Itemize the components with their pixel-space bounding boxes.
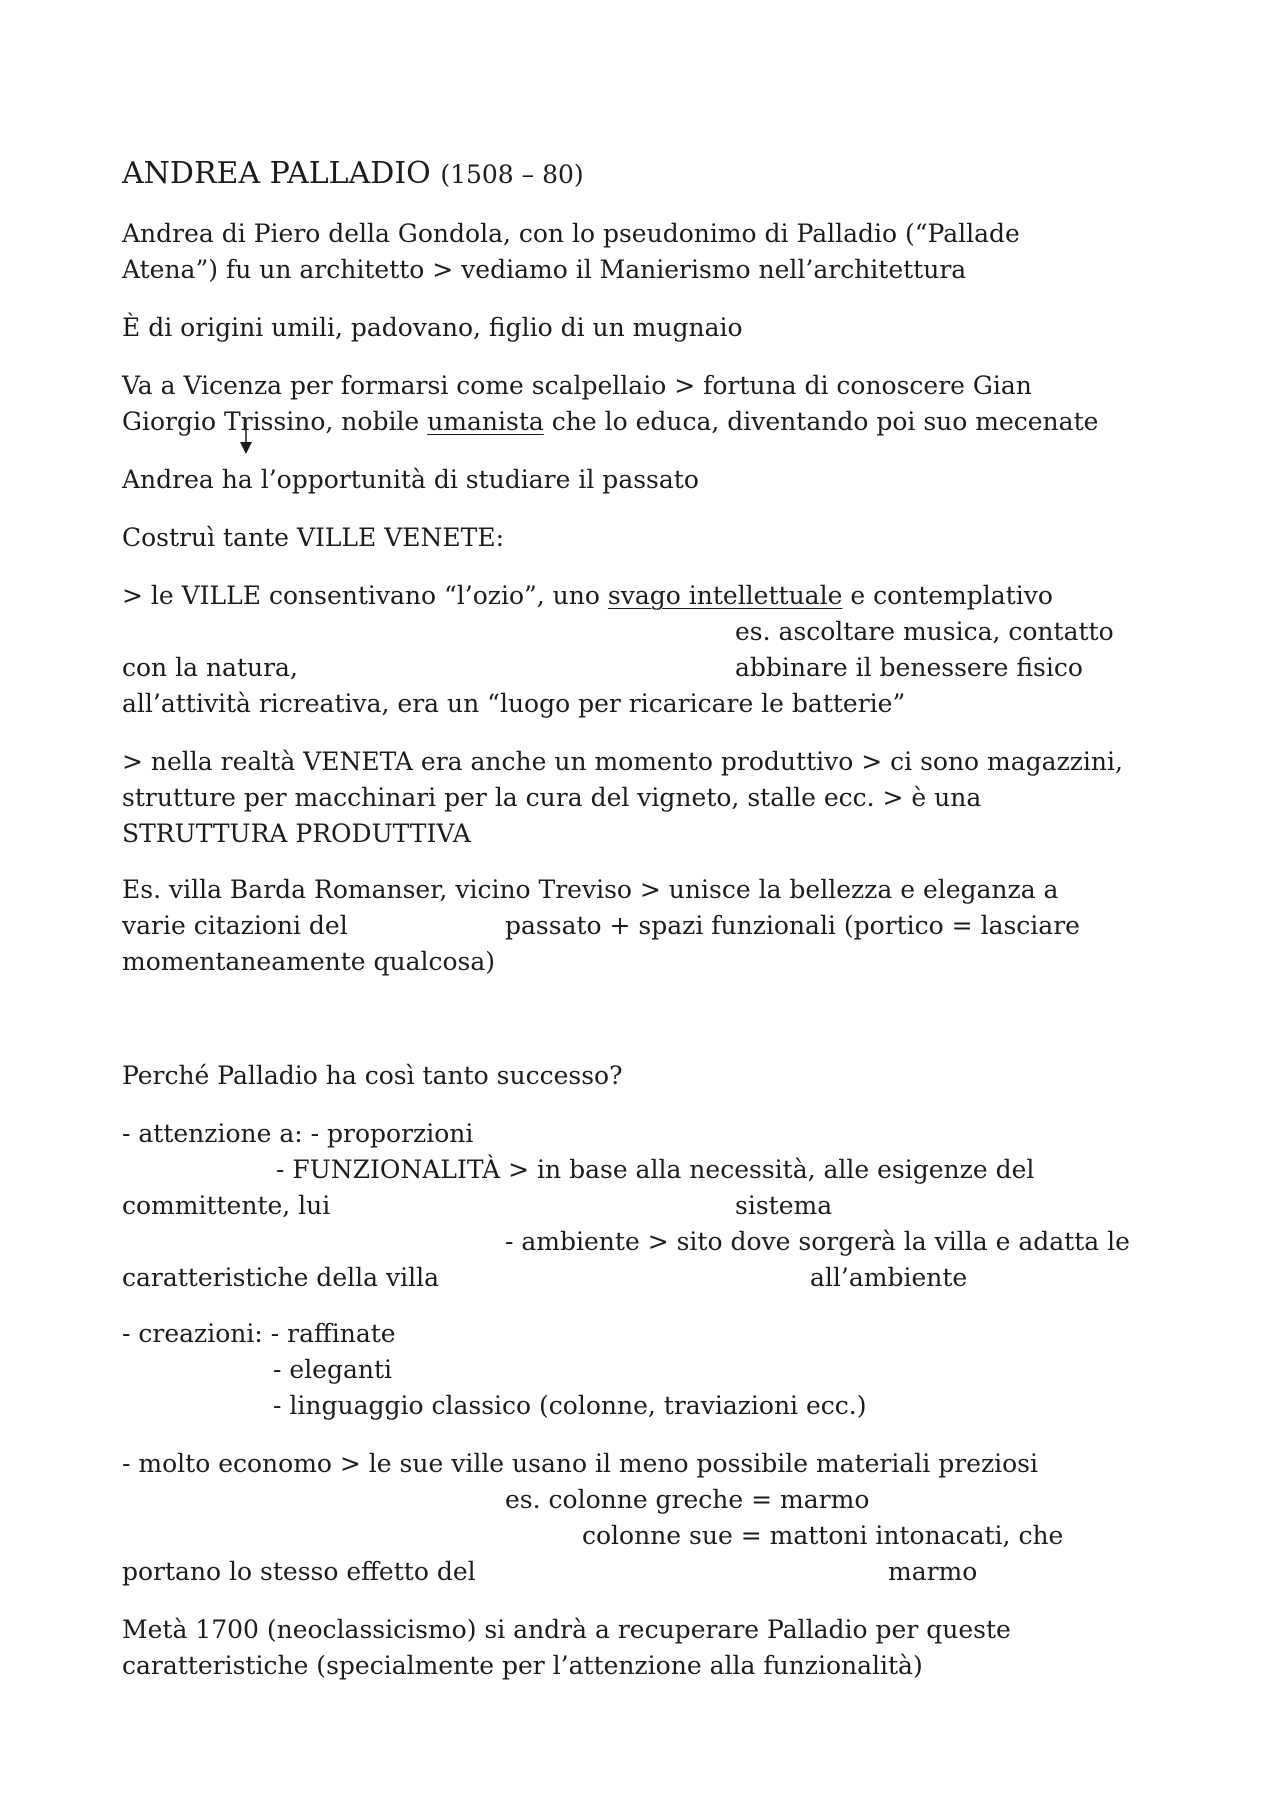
text-line: > nella realtà VENETA era anche un momento produttivo > ci sono magazzini, xyxy=(122,747,1123,776)
text-line xyxy=(122,404,1098,440)
text-line: strutture per macchinari per la cura del vigneto, stalle ecc. > è una xyxy=(122,783,982,812)
page-title xyxy=(122,156,584,193)
text-line: - linguaggio classico (colonne, traviazioni ecc.) xyxy=(273,1391,867,1420)
text-line: Es. villa Barda Romanser, vicino Treviso > unisce la bellezza e eleganza a xyxy=(122,875,1059,904)
section-question: Perché Palladio ha così tanto successo? xyxy=(122,1061,623,1090)
text-line: - ambiente > sito dove sorgerà la villa e adatta le xyxy=(505,1227,1130,1256)
text-line: È di origini umili, padovano, figlio di un mugnaio xyxy=(122,313,743,342)
text-line: Metà 1700 (neoclassicismo) si andrà a recuperare Palladio per queste xyxy=(122,1615,1011,1644)
text-line: - creazioni: - raffinate xyxy=(122,1319,396,1348)
text-line: sistema xyxy=(735,1191,833,1220)
text-segment: Giorgio Trissino, nobile xyxy=(122,407,428,436)
text-line: passato + spazi funzionali (portico = lasciare xyxy=(505,911,1080,940)
underlined-term-svago: svago intellettuale xyxy=(607,581,843,610)
text-segment: > le VILLE consentivano “l’ozio”, uno xyxy=(122,581,608,610)
text-line: es. ascoltare musica, contatto xyxy=(735,617,1114,646)
text-line: all’attività ricreativa, era un “luogo per ricaricare le batterie” xyxy=(122,689,906,718)
text-segment: che lo educa, diventando poi suo mecenate xyxy=(543,407,1099,436)
title-name: ANDREA PALLADIO xyxy=(122,156,431,191)
title-years: (1508 – 80) xyxy=(440,160,584,189)
text-segment: e contemplativo xyxy=(842,581,1053,610)
text-line: abbinare il benessere fisico xyxy=(735,653,1083,682)
text-line: committente, lui xyxy=(122,1191,331,1220)
text-line: momentaneamente qualcosa) xyxy=(122,947,496,976)
text-line: es. colonne greche = marmo xyxy=(505,1485,870,1514)
text-line: con la natura, xyxy=(122,653,298,682)
text-line: caratteristiche (specialmente per l’attenzione alla funzionalità) xyxy=(122,1651,923,1680)
text-line: all’ambiente xyxy=(810,1263,968,1292)
text-line: Atena”) fu un architetto > vediamo il Manierismo nell’architettura xyxy=(122,255,967,284)
text-line: - attenzione a: - proporzioni xyxy=(122,1119,474,1148)
text-line: Andrea di Piero della Gondola, con lo pseudonimo di Palladio (“Pallade xyxy=(122,219,1020,248)
text-line: caratteristiche della villa xyxy=(122,1263,439,1292)
text-line: - FUNZIONALITÀ > in base alla necessità, alle esigenze del xyxy=(276,1155,1035,1184)
text-line: marmo xyxy=(888,1557,978,1586)
text-line: colonne sue = mattoni intonacati, che xyxy=(582,1521,1064,1550)
text-line: Va a Vicenza per formarsi come scalpellaio > fortuna di conoscere Gian xyxy=(122,371,1032,400)
text-line: STRUTTURA PRODUTTIVA xyxy=(122,819,471,848)
text-line: Costruì tante VILLE VENETE: xyxy=(122,523,504,552)
text-line: - eleganti xyxy=(273,1355,393,1384)
underlined-term-umanista: umanista xyxy=(427,407,544,436)
text-line: - molto economo > le sue ville usano il meno possibile materiali preziosi xyxy=(122,1449,1039,1478)
text-line: varie citazioni del xyxy=(122,911,348,940)
text-line xyxy=(122,578,1053,614)
text-line: portano lo stesso effetto del xyxy=(122,1557,476,1586)
down-arrow-icon xyxy=(240,420,252,454)
text-line: Andrea ha l’opportunità di studiare il passato xyxy=(122,465,699,494)
